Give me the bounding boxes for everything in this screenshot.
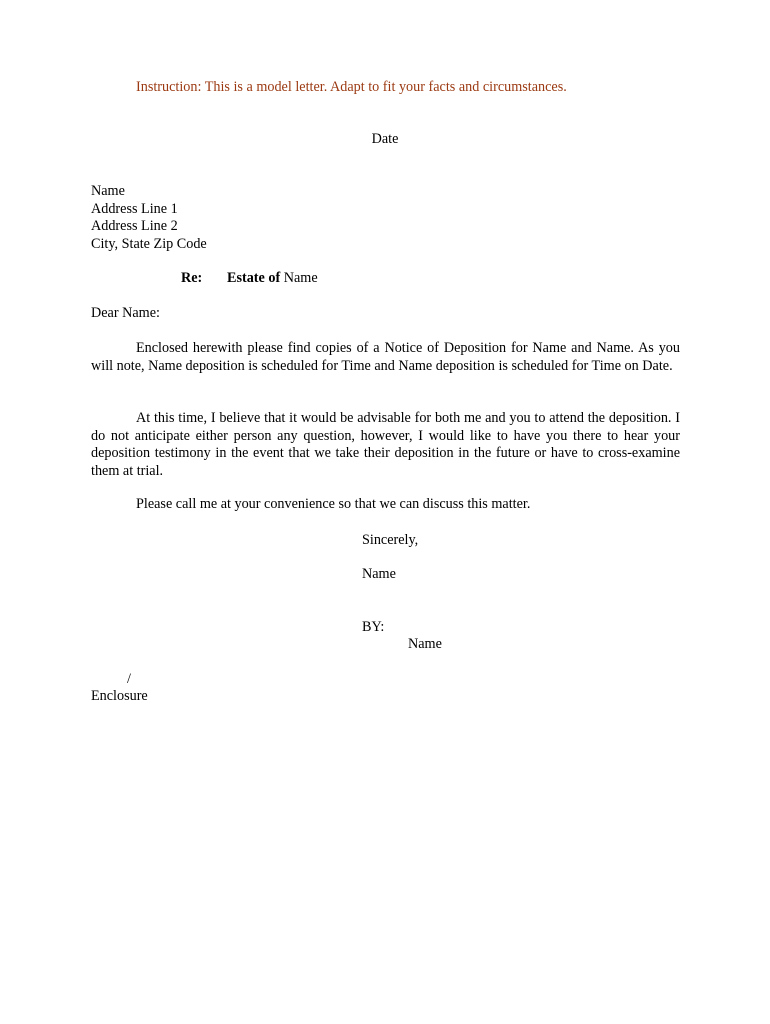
- letter-date: Date: [371, 131, 399, 147]
- recipient-address-line-1: Address Line 1: [91, 200, 178, 217]
- recipient-name: Name: [91, 183, 125, 199]
- salutation: Dear Name:: [91, 305, 160, 321]
- re-label: Re:: [181, 270, 203, 286]
- closing-firm-name: Name: [362, 566, 396, 582]
- closing-signer-name: Name: [408, 636, 442, 652]
- body-paragraph-2: At this time, I believe that it would be advisable for both me and you to attend the deposition. I do not anticipate either person any question, however, I would like to have you there to hear your deposition testimony in the event that we take their deposition in the future or have to cross-examine them at trial.: [91, 410, 680, 479]
- recipient-city-state-zip: City, State Zip Code: [91, 235, 207, 252]
- re-subject: [227, 270, 318, 288]
- enclosure-note: Enclosure: [91, 688, 148, 704]
- re-subject-name: Name: [280, 270, 318, 286]
- instruction-note: Instruction: This is a model letter. Adapt to fit your facts and circumstances.: [136, 79, 567, 95]
- typist-initials: /: [127, 671, 131, 687]
- closing-sincerely: Sincerely,: [362, 532, 419, 548]
- recipient-address-line-2: Address Line 2: [91, 218, 178, 234]
- re-subject-bold: Estate of: [227, 270, 281, 286]
- body-paragraph-3: Please call me at your convenience so that we can discuss this matter.: [136, 496, 531, 512]
- recipient-address: [91, 183, 207, 253]
- closing-by-label: BY:: [362, 619, 385, 635]
- body-paragraph-1: Enclosed herewith please find copies of a Notice of Deposition for Name and Name. As you will note, Name deposition is scheduled for Time and Name deposition is scheduled for Time on Date.: [91, 340, 680, 374]
